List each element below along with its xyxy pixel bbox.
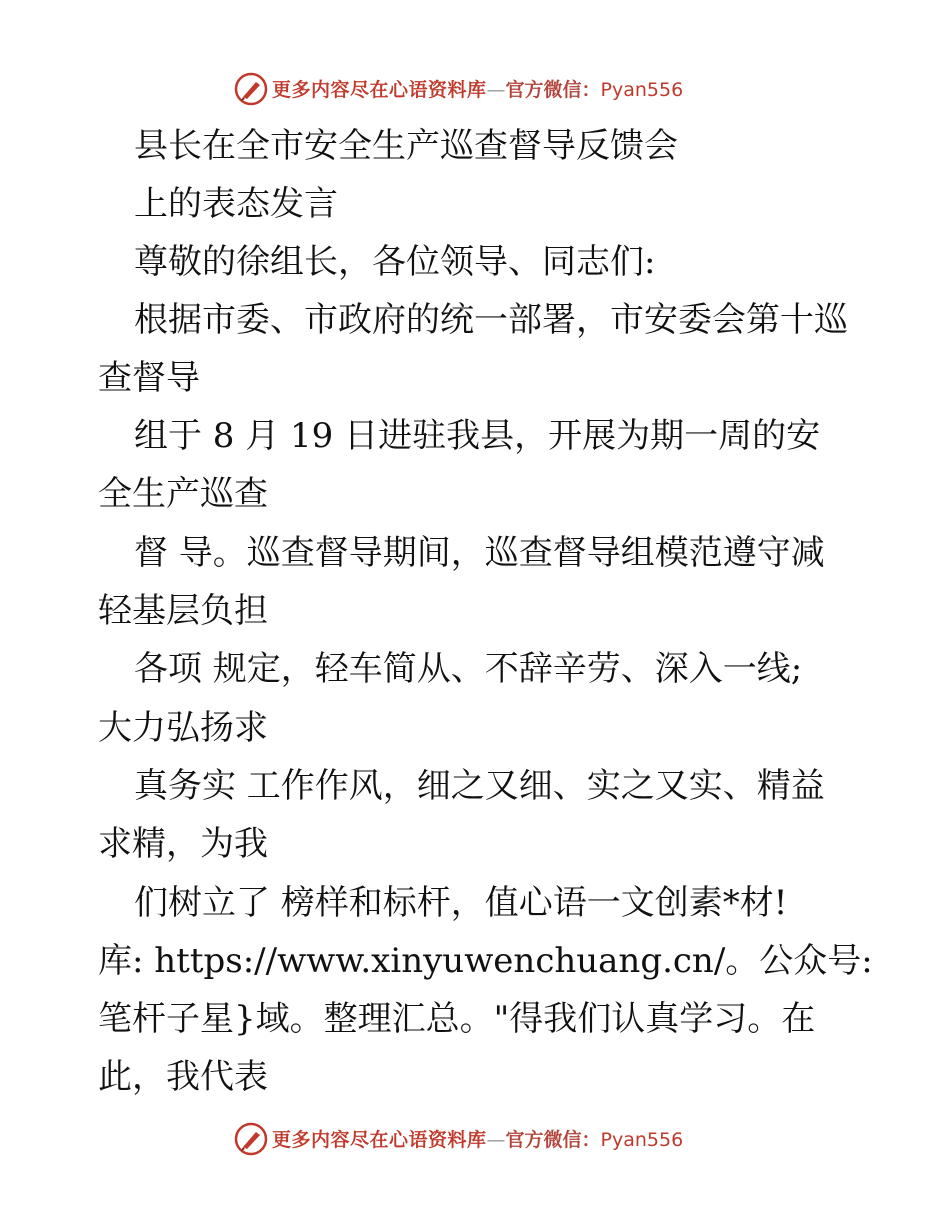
- document-title-line-2: 上的表态发言: [134, 184, 338, 224]
- body-line: 全生产巡查: [98, 474, 268, 514]
- banner-wechat-label: 官方微信：: [505, 1129, 601, 1151]
- banner-wechat-label: 官方微信：: [505, 79, 601, 101]
- salutation: 尊敬的徐组长，各位领导、同志们:: [134, 242, 656, 282]
- header-watermark-banner: [0, 72, 950, 108]
- body-line: 查督导: [98, 358, 200, 398]
- body-line: 们树立了 榜样和标杆，值心语一文创素*材!: [134, 883, 788, 923]
- body-line: 此，我代表: [98, 1057, 268, 1097]
- body-line: 根据市委、市政府的统一部署，市安委会第十巡: [134, 300, 848, 340]
- body-line: 组于 8 月 19 日进驻我县，开展为期一周的安: [134, 416, 821, 456]
- body-line: 各项 规定，轻车简从、不辞辛劳、深入一线;: [134, 649, 803, 689]
- banner-wechat-id: Pyan556: [600, 79, 684, 101]
- body-line: 真务实 工作作风，细之又细、实之又实、精益: [134, 766, 825, 806]
- quill-logo-icon: [234, 1122, 268, 1156]
- banner-brand-text: 更多内容尽在心语资料库: [272, 79, 487, 101]
- body-line: 督 导。巡查督导期间，巡查督导组模范遵守减: [134, 533, 825, 573]
- body-line: 轻基层负担: [98, 591, 268, 631]
- banner-dash: —: [486, 79, 506, 101]
- body-line: 笔杆子星}域。整理汇总。"得我们认真学习。在: [98, 999, 816, 1039]
- document-title-line-1: 县长在全市安全生产巡查督导反馈会: [134, 126, 678, 166]
- body-line: 求精，为我: [98, 824, 268, 864]
- footer-watermark-banner: [0, 1122, 950, 1158]
- banner-brand-text: 更多内容尽在心语资料库: [272, 1129, 487, 1151]
- banner-dash: —: [486, 1129, 506, 1151]
- banner-wechat-id: Pyan556: [600, 1129, 684, 1151]
- body-line: 大力弘扬求: [98, 708, 268, 748]
- quill-logo-icon: [234, 72, 268, 106]
- body-line: 库: https://www.xinyuwenchuang.cn/。公众号:: [98, 941, 873, 981]
